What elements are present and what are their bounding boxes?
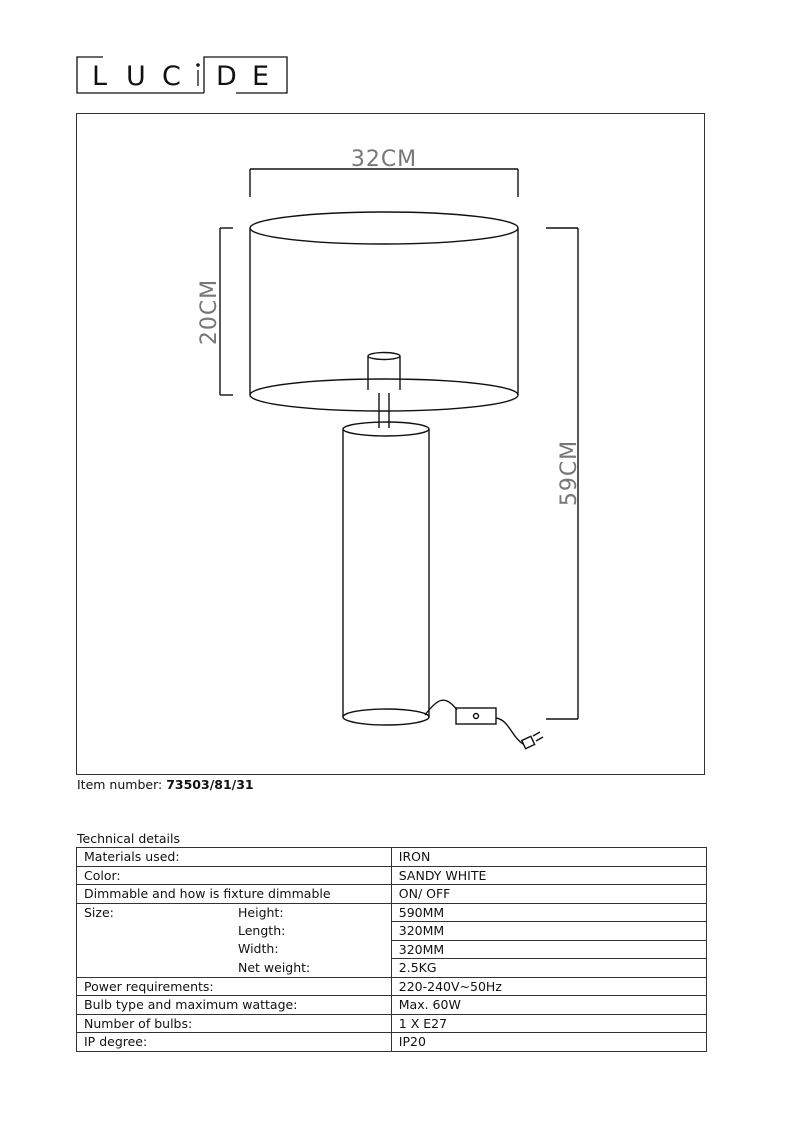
spec-label-materials: Materials used: xyxy=(77,848,392,867)
table-row xyxy=(77,922,707,941)
spec-value-width: 320MM xyxy=(391,940,706,959)
spec-value-dimmable: ON/ OFF xyxy=(391,885,706,904)
logo-letter-d: D xyxy=(216,61,237,92)
spec-value-ip-degree: IP20 xyxy=(391,1033,706,1052)
table-row xyxy=(77,1033,707,1052)
table-row xyxy=(77,977,707,996)
base-bottom-ellipse xyxy=(343,709,429,725)
drawing-frame xyxy=(76,113,705,775)
logo-letter-u: U xyxy=(126,61,146,92)
spec-label-dimmable: Dimmable and how is fixture dimmable xyxy=(77,885,392,904)
base-top-ellipse xyxy=(343,422,429,436)
logo-letter-e: E xyxy=(252,61,270,92)
technical-details-title: Technical details xyxy=(77,831,181,846)
logo-letter-c: C xyxy=(162,61,181,92)
shade-height-label: 20CM xyxy=(197,278,222,346)
item-number xyxy=(77,777,254,792)
logo-letter-l: L xyxy=(92,61,108,92)
table-row xyxy=(77,848,707,867)
spec-value-bulb-type: Max. 60W xyxy=(391,996,706,1015)
spec-value-length: 320MM xyxy=(391,922,706,941)
spec-label-height: Height: xyxy=(238,904,284,920)
spec-label-length: Length: xyxy=(238,922,286,938)
lamp-drawing xyxy=(77,114,706,776)
spec-label-size: Size: xyxy=(84,905,114,920)
spec-value-materials: IRON xyxy=(391,848,706,867)
table-row xyxy=(77,866,707,885)
total-height-label: 59CM xyxy=(557,439,582,507)
brand-logo-mark xyxy=(76,56,288,94)
spec-value-power: 220-240V~50Hz xyxy=(391,977,706,996)
item-number-value: 73503/81/31 xyxy=(166,777,254,792)
spec-label-net-weight: Net weight: xyxy=(238,959,311,975)
spec-label-width: Width: xyxy=(238,941,279,956)
shade-top-ellipse xyxy=(250,212,518,244)
spec-label-bulb-type: Bulb type and maximum wattage: xyxy=(77,996,392,1015)
spec-label-color: Color: xyxy=(77,866,392,885)
spec-value-bulb-count: 1 X E27 xyxy=(391,1014,706,1033)
table-row xyxy=(77,1014,707,1033)
table-row xyxy=(77,940,707,959)
shade-bottom-ellipse xyxy=(250,379,518,411)
switch-box xyxy=(456,708,496,724)
spec-value-net-weight: 2.5KG xyxy=(391,959,706,978)
spec-label-ip-degree: IP degree: xyxy=(77,1033,392,1052)
spec-label-bulb-count: Number of bulbs: xyxy=(77,1014,392,1033)
spec-value-height: 590MM xyxy=(391,903,706,922)
item-number-label: Item number: xyxy=(77,777,163,792)
table-row xyxy=(77,996,707,1015)
table-row xyxy=(77,959,707,978)
spec-value-color: SANDY WHITE xyxy=(391,866,706,885)
table-row xyxy=(77,885,707,904)
technical-details-table xyxy=(76,847,707,1052)
table-row xyxy=(77,903,707,922)
width-label: 32CM xyxy=(350,147,418,172)
brand-logo xyxy=(76,56,288,94)
spec-label-power: Power requirements: xyxy=(77,977,392,996)
